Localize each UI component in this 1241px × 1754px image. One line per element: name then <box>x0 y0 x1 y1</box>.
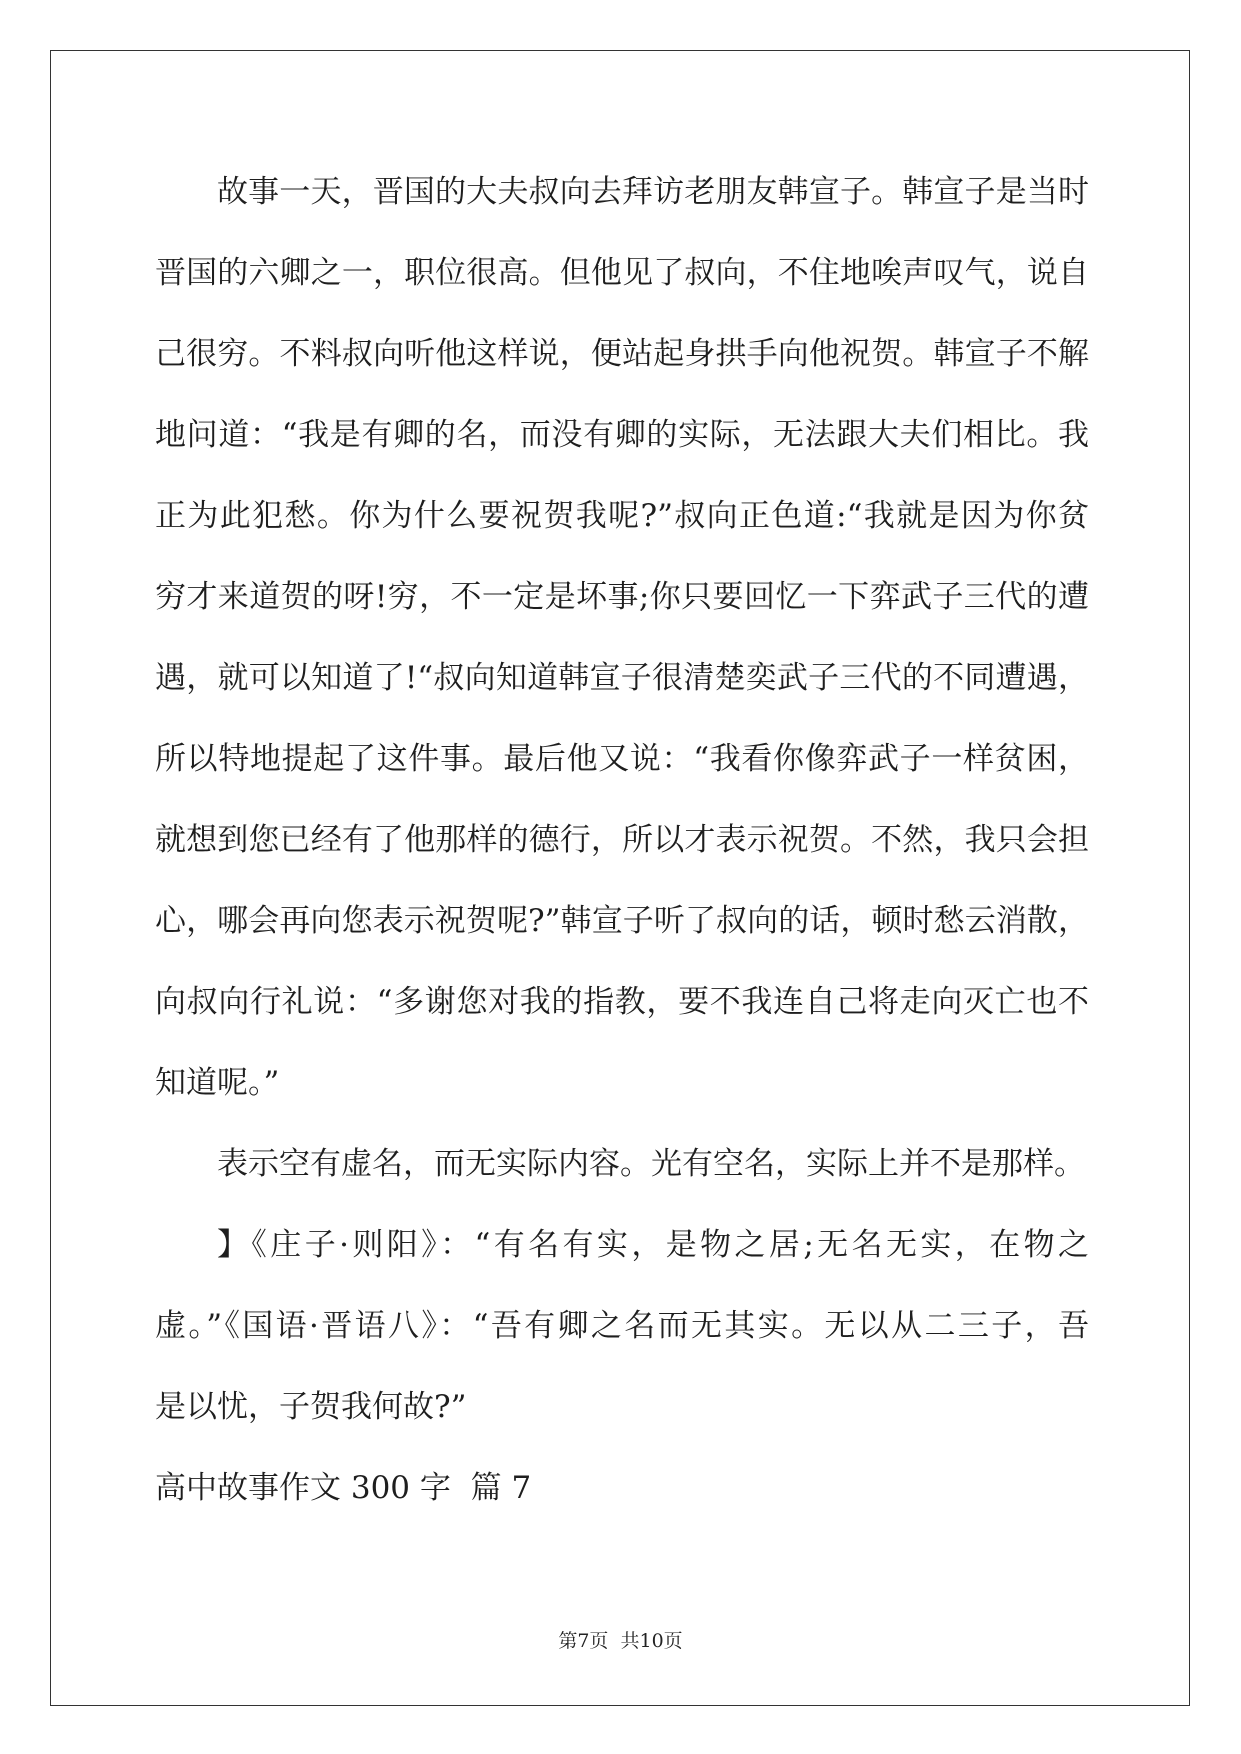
paragraph-story <box>155 152 1089 1124</box>
text-line: 己很穷。不料叔向听他这样说，便站起身拱手向他祝贺。韩宣子不解 <box>155 336 1089 372</box>
section-heading: 高中故事作文 300 字 篇 7 <box>155 1470 532 1506</box>
text-line: 心，哪会再向您表示祝贺呢?”韩宣子听了叔向的话，顿时愁云消散， <box>155 903 1089 939</box>
text-line: 地问道：“我是有卿的名，而没有卿的实际，无法跟大夫们相比。我 <box>155 417 1089 453</box>
text-line: 向叔向行礼说：“多谢您对我的指教，要不我连自己将走向灭亡也不 <box>155 984 1089 1020</box>
text-line: 】《庄子·则阳》：“有名有实，是物之居;无名无实，在物之 <box>217 1227 1089 1263</box>
text-line: 表示空有虚名，而无实际内容。光有空名，实际上并不是那样。 <box>217 1146 1085 1182</box>
text-line: 故事一天，晋国的大夫叔向去拜访老朋友韩宣子。韩宣子是当时 <box>217 174 1089 210</box>
text-line: 晋国的六卿之一，职位很高。但他见了叔向，不住地唉声叹气，说自 <box>155 255 1089 291</box>
paragraph-meaning <box>155 1124 1089 1205</box>
page-footer: 第7页 共10页 <box>558 1630 683 1652</box>
text-line: 穷才来道贺的呀!穷，不一定是坏事;你只要回忆一下弈武子三代的遭 <box>155 579 1089 615</box>
text-line: 正为此犯愁。你为什么要祝贺我呢?”叔向正色道:“我就是因为你贫 <box>155 498 1089 534</box>
text-line: 知道呢。” <box>155 1065 280 1101</box>
text-line: 是以忧，子贺我何故?” <box>155 1389 467 1425</box>
text-line: 所以特地提起了这件事。最后他又说：“我看你像弈武子一样贫困， <box>155 741 1089 777</box>
text-line: 就想到您已经有了他那样的德行，所以才表示祝贺。不然，我只会担 <box>155 822 1089 858</box>
document-body <box>155 152 1089 1529</box>
text-line: 遇，就可以知道了!“叔向知道韩宣子很清楚奕武子三代的不同遭遇， <box>155 660 1089 696</box>
paragraph-source <box>155 1205 1089 1448</box>
text-line: 虚。”《国语·晋语八》：“吾有卿之名而无其实。无以从二三子，吾 <box>155 1308 1089 1344</box>
